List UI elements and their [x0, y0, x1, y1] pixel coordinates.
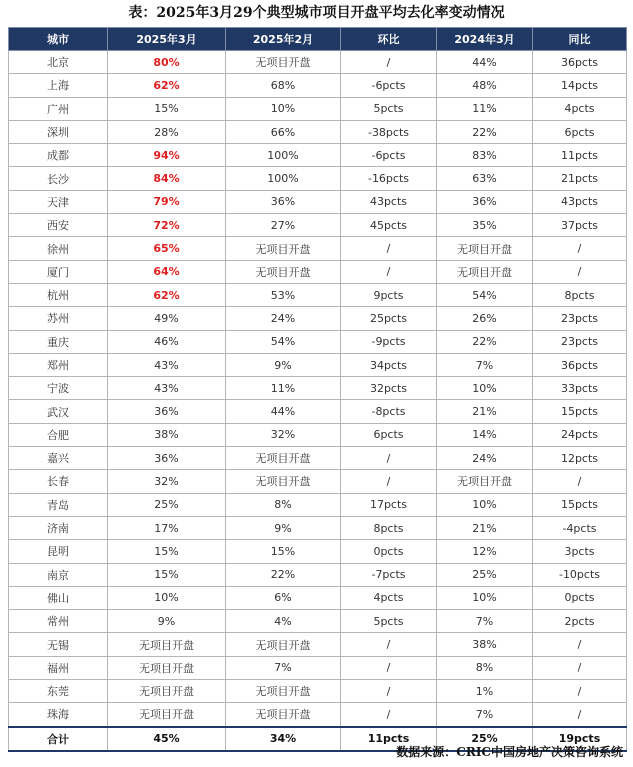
header-mom: 环比 — [341, 28, 437, 51]
mar-2024-cell: 63% — [437, 167, 533, 190]
table-row — [9, 493, 627, 516]
feb-2025-cell: 100% — [226, 167, 341, 190]
city-cell: 重庆 — [9, 330, 108, 353]
city-cell: 天津 — [9, 190, 108, 213]
mar-2024-cell: 无项目开盘 — [437, 260, 533, 283]
mom-cell: 6pcts — [341, 423, 437, 446]
table-row — [9, 377, 627, 400]
city-cell: 长春 — [9, 470, 108, 493]
table-row — [9, 470, 627, 493]
yoy-cell: 36pcts — [533, 51, 627, 74]
city-cell: 佛山 — [9, 586, 108, 609]
city-cell: 青岛 — [9, 493, 108, 516]
feb-2025-cell: 无项目开盘 — [226, 237, 341, 260]
mar-2025-cell: 65% — [108, 237, 226, 260]
city-cell: 无锡 — [9, 633, 108, 656]
mar-2024-cell: 11% — [437, 97, 533, 120]
table-row — [9, 680, 627, 703]
table-row — [9, 260, 627, 283]
feb-2025-cell: 44% — [226, 400, 341, 423]
city-cell: 徐州 — [9, 237, 108, 260]
mom-cell: -7pcts — [341, 563, 437, 586]
mar-2024-cell: 1% — [437, 680, 533, 703]
yoy-cell: / — [533, 260, 627, 283]
mar-2024-cell: 24% — [437, 447, 533, 470]
mar-2025-cell: 9% — [108, 610, 226, 633]
yoy-cell: 2pcts — [533, 610, 627, 633]
mar-2024-cell: 10% — [437, 493, 533, 516]
table-row — [9, 633, 627, 656]
yoy-cell: 37pcts — [533, 214, 627, 237]
table-row — [9, 703, 627, 727]
table-row — [9, 167, 627, 190]
header-yoy: 同比 — [533, 28, 627, 51]
yoy-cell: 6pcts — [533, 120, 627, 143]
yoy-cell: / — [533, 703, 627, 727]
yoy-cell: / — [533, 633, 627, 656]
mar-2024-cell: 48% — [437, 74, 533, 97]
mom-cell: / — [341, 633, 437, 656]
mar-2025-cell: 15% — [108, 563, 226, 586]
feb-2025-cell: 68% — [226, 74, 341, 97]
table-row — [9, 516, 627, 539]
table-row — [9, 74, 627, 97]
mar-2025-cell: 无项目开盘 — [108, 703, 226, 727]
mom-cell: / — [341, 656, 437, 679]
mom-cell: 8pcts — [341, 516, 437, 539]
table-row — [9, 447, 627, 470]
yoy-cell: 14pcts — [533, 74, 627, 97]
mar-2025-cell: 无项目开盘 — [108, 633, 226, 656]
mar-2024-cell: 36% — [437, 190, 533, 213]
table-row — [9, 563, 627, 586]
table-row — [9, 540, 627, 563]
mar-2025-cell: 32% — [108, 470, 226, 493]
table-row — [9, 610, 627, 633]
yoy-cell: 33pcts — [533, 377, 627, 400]
mar-2025-cell: 15% — [108, 97, 226, 120]
yoy-cell: 8pcts — [533, 283, 627, 306]
yoy-cell: 21pcts — [533, 167, 627, 190]
feb-2025-cell: 无项目开盘 — [226, 51, 341, 74]
city-cell: 合肥 — [9, 423, 108, 446]
mar-2025-cell: 无项目开盘 — [108, 656, 226, 679]
mar-2025-cell: 10% — [108, 586, 226, 609]
mar-2025-cell: 94% — [108, 144, 226, 167]
feb-2025-cell: 53% — [226, 283, 341, 306]
yoy-cell: 23pcts — [533, 307, 627, 330]
table-row — [9, 214, 627, 237]
table-title: 表：2025年3月29个典型城市项目开盘平均去化率变动情况 — [128, 5, 505, 21]
mar-2024-cell: 无项目开盘 — [437, 470, 533, 493]
table-row — [9, 586, 627, 609]
mom-cell: 9pcts — [341, 283, 437, 306]
city-cell: 广州 — [9, 97, 108, 120]
yoy-cell: / — [533, 237, 627, 260]
feb-2025-cell: 无项目开盘 — [226, 633, 341, 656]
yoy-cell: 11pcts — [533, 144, 627, 167]
city-cell: 厦门 — [9, 260, 108, 283]
yoy-cell: -4pcts — [533, 516, 627, 539]
mom-cell: 45pcts — [341, 214, 437, 237]
table-header-row — [9, 28, 627, 51]
yoy-cell: 12pcts — [533, 447, 627, 470]
mom-cell: 0pcts — [341, 540, 437, 563]
mar-2024-cell: 7% — [437, 610, 533, 633]
yoy-cell: / — [533, 656, 627, 679]
feb-2025-cell: 无项目开盘 — [226, 470, 341, 493]
city-cell: 武汉 — [9, 400, 108, 423]
mom-cell: / — [341, 470, 437, 493]
yoy-cell: 4pcts — [533, 97, 627, 120]
mom-cell: -38pcts — [341, 120, 437, 143]
total-yoy-cell: 19pcts — [533, 727, 627, 751]
mar-2025-cell: 36% — [108, 447, 226, 470]
mom-cell: / — [341, 237, 437, 260]
feb-2025-cell: 4% — [226, 610, 341, 633]
feb-2025-cell: 15% — [226, 540, 341, 563]
mar-2025-cell: 72% — [108, 214, 226, 237]
table-row — [9, 400, 627, 423]
mar-2025-cell: 28% — [108, 120, 226, 143]
yoy-cell: 36pcts — [533, 353, 627, 376]
header-mar-2025: 2025年3月 — [108, 28, 226, 51]
feb-2025-cell: 无项目开盘 — [226, 703, 341, 727]
mar-2024-cell: 22% — [437, 120, 533, 143]
mar-2024-cell: 7% — [437, 703, 533, 727]
mom-cell: -6pcts — [341, 74, 437, 97]
total-city-cell: 合计 — [9, 727, 108, 751]
city-cell: 郑州 — [9, 353, 108, 376]
mar-2025-cell: 62% — [108, 74, 226, 97]
header-feb-2025: 2025年2月 — [226, 28, 341, 51]
mar-2025-cell: 79% — [108, 190, 226, 213]
mom-cell: / — [341, 680, 437, 703]
mar-2024-cell: 无项目开盘 — [437, 237, 533, 260]
mar-2024-cell: 21% — [437, 400, 533, 423]
mar-2024-cell: 14% — [437, 423, 533, 446]
table-row — [9, 190, 627, 213]
city-cell: 南京 — [9, 563, 108, 586]
city-cell: 常州 — [9, 610, 108, 633]
mom-cell: / — [341, 51, 437, 74]
yoy-cell: 43pcts — [533, 190, 627, 213]
mom-cell: 5pcts — [341, 97, 437, 120]
yoy-cell: -10pcts — [533, 563, 627, 586]
header-mar-2024: 2024年3月 — [437, 28, 533, 51]
feb-2025-cell: 100% — [226, 144, 341, 167]
mar-2024-cell: 22% — [437, 330, 533, 353]
mom-cell: -9pcts — [341, 330, 437, 353]
mar-2024-cell: 83% — [437, 144, 533, 167]
mar-2025-cell: 15% — [108, 540, 226, 563]
city-cell: 西安 — [9, 214, 108, 237]
mar-2025-cell: 49% — [108, 307, 226, 330]
total-mom-cell: 11pcts — [341, 727, 437, 751]
mar-2024-cell: 10% — [437, 586, 533, 609]
mar-2025-cell: 17% — [108, 516, 226, 539]
feb-2025-cell: 11% — [226, 377, 341, 400]
mom-cell: -16pcts — [341, 167, 437, 190]
mar-2025-cell: 43% — [108, 353, 226, 376]
yoy-cell: 15pcts — [533, 493, 627, 516]
mar-2024-cell: 44% — [437, 51, 533, 74]
city-cell: 苏州 — [9, 307, 108, 330]
mom-cell: 17pcts — [341, 493, 437, 516]
mom-cell: / — [341, 703, 437, 727]
table-row — [9, 97, 627, 120]
city-cell: 昆明 — [9, 540, 108, 563]
city-cell: 北京 — [9, 51, 108, 74]
mom-cell: 34pcts — [341, 353, 437, 376]
feb-2025-cell: 54% — [226, 330, 341, 353]
yoy-cell: / — [533, 470, 627, 493]
mar-2025-cell: 84% — [108, 167, 226, 190]
mom-cell: 32pcts — [341, 377, 437, 400]
mar-2025-cell: 25% — [108, 493, 226, 516]
mar-2024-cell: 7% — [437, 353, 533, 376]
city-cell: 宁波 — [9, 377, 108, 400]
mar-2024-cell: 10% — [437, 377, 533, 400]
table-row — [9, 656, 627, 679]
table-row — [9, 330, 627, 353]
feb-2025-cell: 24% — [226, 307, 341, 330]
mar-2025-cell: 46% — [108, 330, 226, 353]
yoy-cell: 24pcts — [533, 423, 627, 446]
city-cell: 深圳 — [9, 120, 108, 143]
total-feb-2025-cell: 34% — [226, 727, 341, 751]
yoy-cell: 0pcts — [533, 586, 627, 609]
mom-cell: -6pcts — [341, 144, 437, 167]
mom-cell: 4pcts — [341, 586, 437, 609]
mom-cell: -8pcts — [341, 400, 437, 423]
mom-cell: / — [341, 260, 437, 283]
feb-2025-cell: 66% — [226, 120, 341, 143]
table-row — [9, 144, 627, 167]
mom-cell: 43pcts — [341, 190, 437, 213]
mar-2024-cell: 26% — [437, 307, 533, 330]
mom-cell: / — [341, 447, 437, 470]
feb-2025-cell: 22% — [226, 563, 341, 586]
city-cell: 嘉兴 — [9, 447, 108, 470]
mar-2024-cell: 38% — [437, 633, 533, 656]
city-cell: 福州 — [9, 656, 108, 679]
city-cell: 济南 — [9, 516, 108, 539]
mar-2025-cell: 43% — [108, 377, 226, 400]
mar-2024-cell: 12% — [437, 540, 533, 563]
feb-2025-cell: 无项目开盘 — [226, 680, 341, 703]
feb-2025-cell: 无项目开盘 — [226, 260, 341, 283]
feb-2025-cell: 7% — [226, 656, 341, 679]
feb-2025-cell: 36% — [226, 190, 341, 213]
feb-2025-cell: 32% — [226, 423, 341, 446]
data-source-note: 数据来源：CRIC中国房地产决策咨询系统 — [396, 745, 623, 759]
table-row — [9, 307, 627, 330]
city-cell: 成都 — [9, 144, 108, 167]
table-row — [9, 51, 627, 74]
mar-2025-cell: 62% — [108, 283, 226, 306]
feb-2025-cell: 9% — [226, 353, 341, 376]
table-row — [9, 353, 627, 376]
feb-2025-cell: 9% — [226, 516, 341, 539]
yoy-cell: 23pcts — [533, 330, 627, 353]
table-row — [9, 120, 627, 143]
table-row — [9, 283, 627, 306]
feb-2025-cell: 8% — [226, 493, 341, 516]
city-cell: 东莞 — [9, 680, 108, 703]
feb-2025-cell: 6% — [226, 586, 341, 609]
mar-2024-cell: 35% — [437, 214, 533, 237]
mar-2025-cell: 36% — [108, 400, 226, 423]
mom-cell: 25pcts — [341, 307, 437, 330]
total-mar-2025-cell: 45% — [108, 727, 226, 751]
yoy-cell: / — [533, 680, 627, 703]
mar-2025-cell: 80% — [108, 51, 226, 74]
table-row — [9, 237, 627, 260]
mar-2024-cell: 25% — [437, 563, 533, 586]
header-city: 城市 — [9, 28, 108, 51]
feb-2025-cell: 10% — [226, 97, 341, 120]
feb-2025-cell: 无项目开盘 — [226, 447, 341, 470]
city-cell: 珠海 — [9, 703, 108, 727]
yoy-cell: 3pcts — [533, 540, 627, 563]
mar-2024-cell: 54% — [437, 283, 533, 306]
mar-2024-cell: 21% — [437, 516, 533, 539]
mar-2025-cell: 38% — [108, 423, 226, 446]
yoy-cell: 15pcts — [533, 400, 627, 423]
total-mar-2024-cell: 25% — [437, 727, 533, 751]
absorption-rate-table — [8, 27, 627, 752]
mar-2025-cell: 无项目开盘 — [108, 680, 226, 703]
table-row — [9, 423, 627, 446]
city-cell: 长沙 — [9, 167, 108, 190]
city-cell: 杭州 — [9, 283, 108, 306]
mar-2024-cell: 8% — [437, 656, 533, 679]
city-cell: 上海 — [9, 74, 108, 97]
mar-2025-cell: 64% — [108, 260, 226, 283]
feb-2025-cell: 27% — [226, 214, 341, 237]
mom-cell: 5pcts — [341, 610, 437, 633]
